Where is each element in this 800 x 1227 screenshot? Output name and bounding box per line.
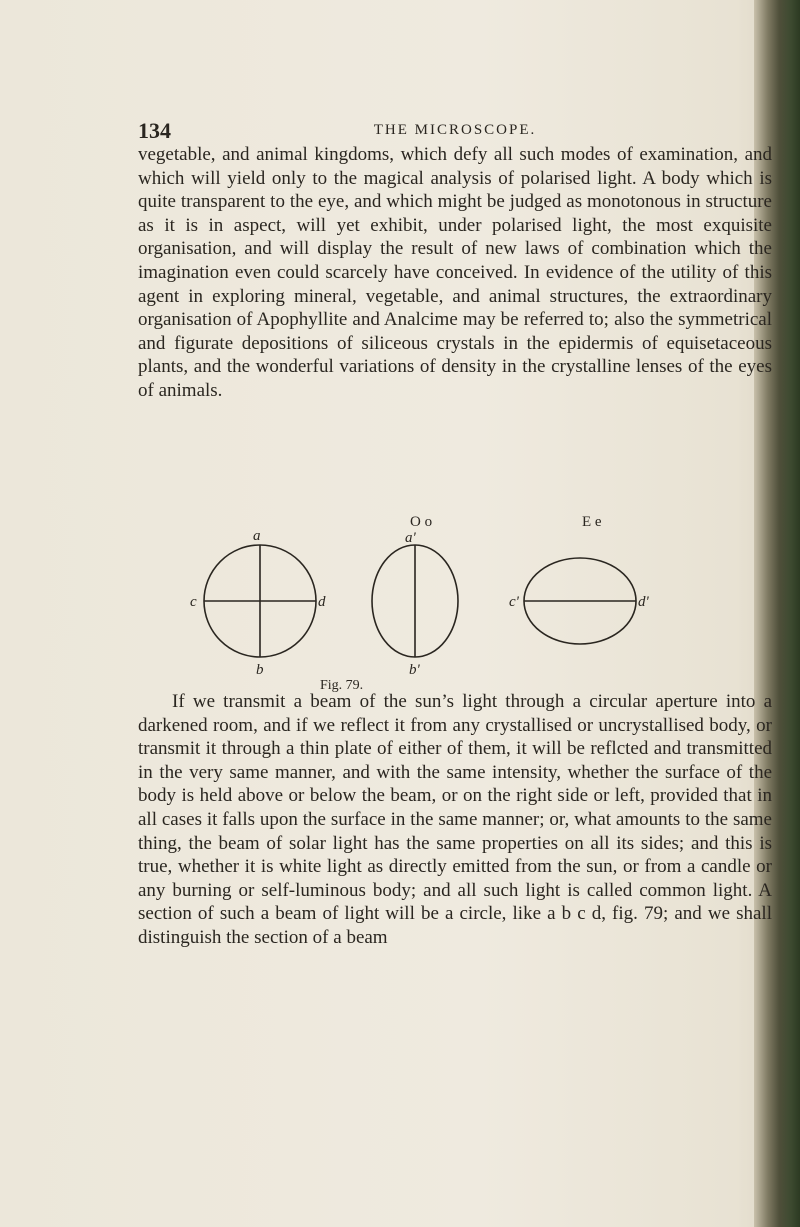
label-d: d: [318, 594, 326, 610]
label-E-e: E e: [582, 514, 602, 530]
figure-caption: Fig. 79.: [320, 678, 364, 693]
figure-diagram: [160, 506, 750, 681]
label-c: c: [190, 594, 197, 610]
label-d-prime: d': [638, 594, 649, 610]
label-b-prime: b': [409, 662, 420, 678]
label-a: a: [253, 528, 261, 544]
figure-79: [160, 506, 750, 686]
label-b: b: [256, 662, 264, 678]
running-head: THE MICROSCOPE.: [373, 122, 537, 138]
page-number: 134: [138, 118, 171, 143]
paragraph-1: vegetable, and animal kingdoms, which defy all such modes of examination, and which will yield only to the magical analysis of polarised light. A body which is quite transparent to the eye, and which might be judged as monotonous in structure as it is in aspect, will yet exhibit, under polarised light, the most exquisite organisation, and will display the result of new laws of combination which the imagination even could scarcely have conceived. In evidence of the utility of this agent in exploring mineral, vegetable, and animal structures, the extraordinary organisation of Apophyllite and Analcime may be referred to; also the symmetrical and figurate depositions of siliceous crystals in the epidermis of equisetaceous plants, and the wonderful variations of density in the crystalline lenses of the eyes of animals.: [138, 144, 772, 401]
label-O-o: O o: [410, 514, 433, 530]
label-c-prime: c': [509, 594, 519, 610]
label-a-prime: a': [405, 530, 416, 546]
paragraph-2: If we transmit a beam of the sun’s light through a circular aperture into a darkened room, and if we reflect it from any crystallised or uncrystallised body, or transmit it through a thin plate of either of them, it will be reflcted and transmitted in the very same manner, and with the same intensity, whether the surface of the body is held above or below the beam, or on the right side or left, provided that in all cases it falls upon the surface in the same manner; or, what amounts to the same thing, the beam of solar light has the same properties on all its sides; and this is true, whether it is white light as directly emitted from the sun, or from a candle or any burning or self-luminous body; and all such light is called common light. A section of such a beam of light will be a circle, like a b c d, fig. 79; and we shall distinguish the section of a beam: [138, 691, 772, 948]
